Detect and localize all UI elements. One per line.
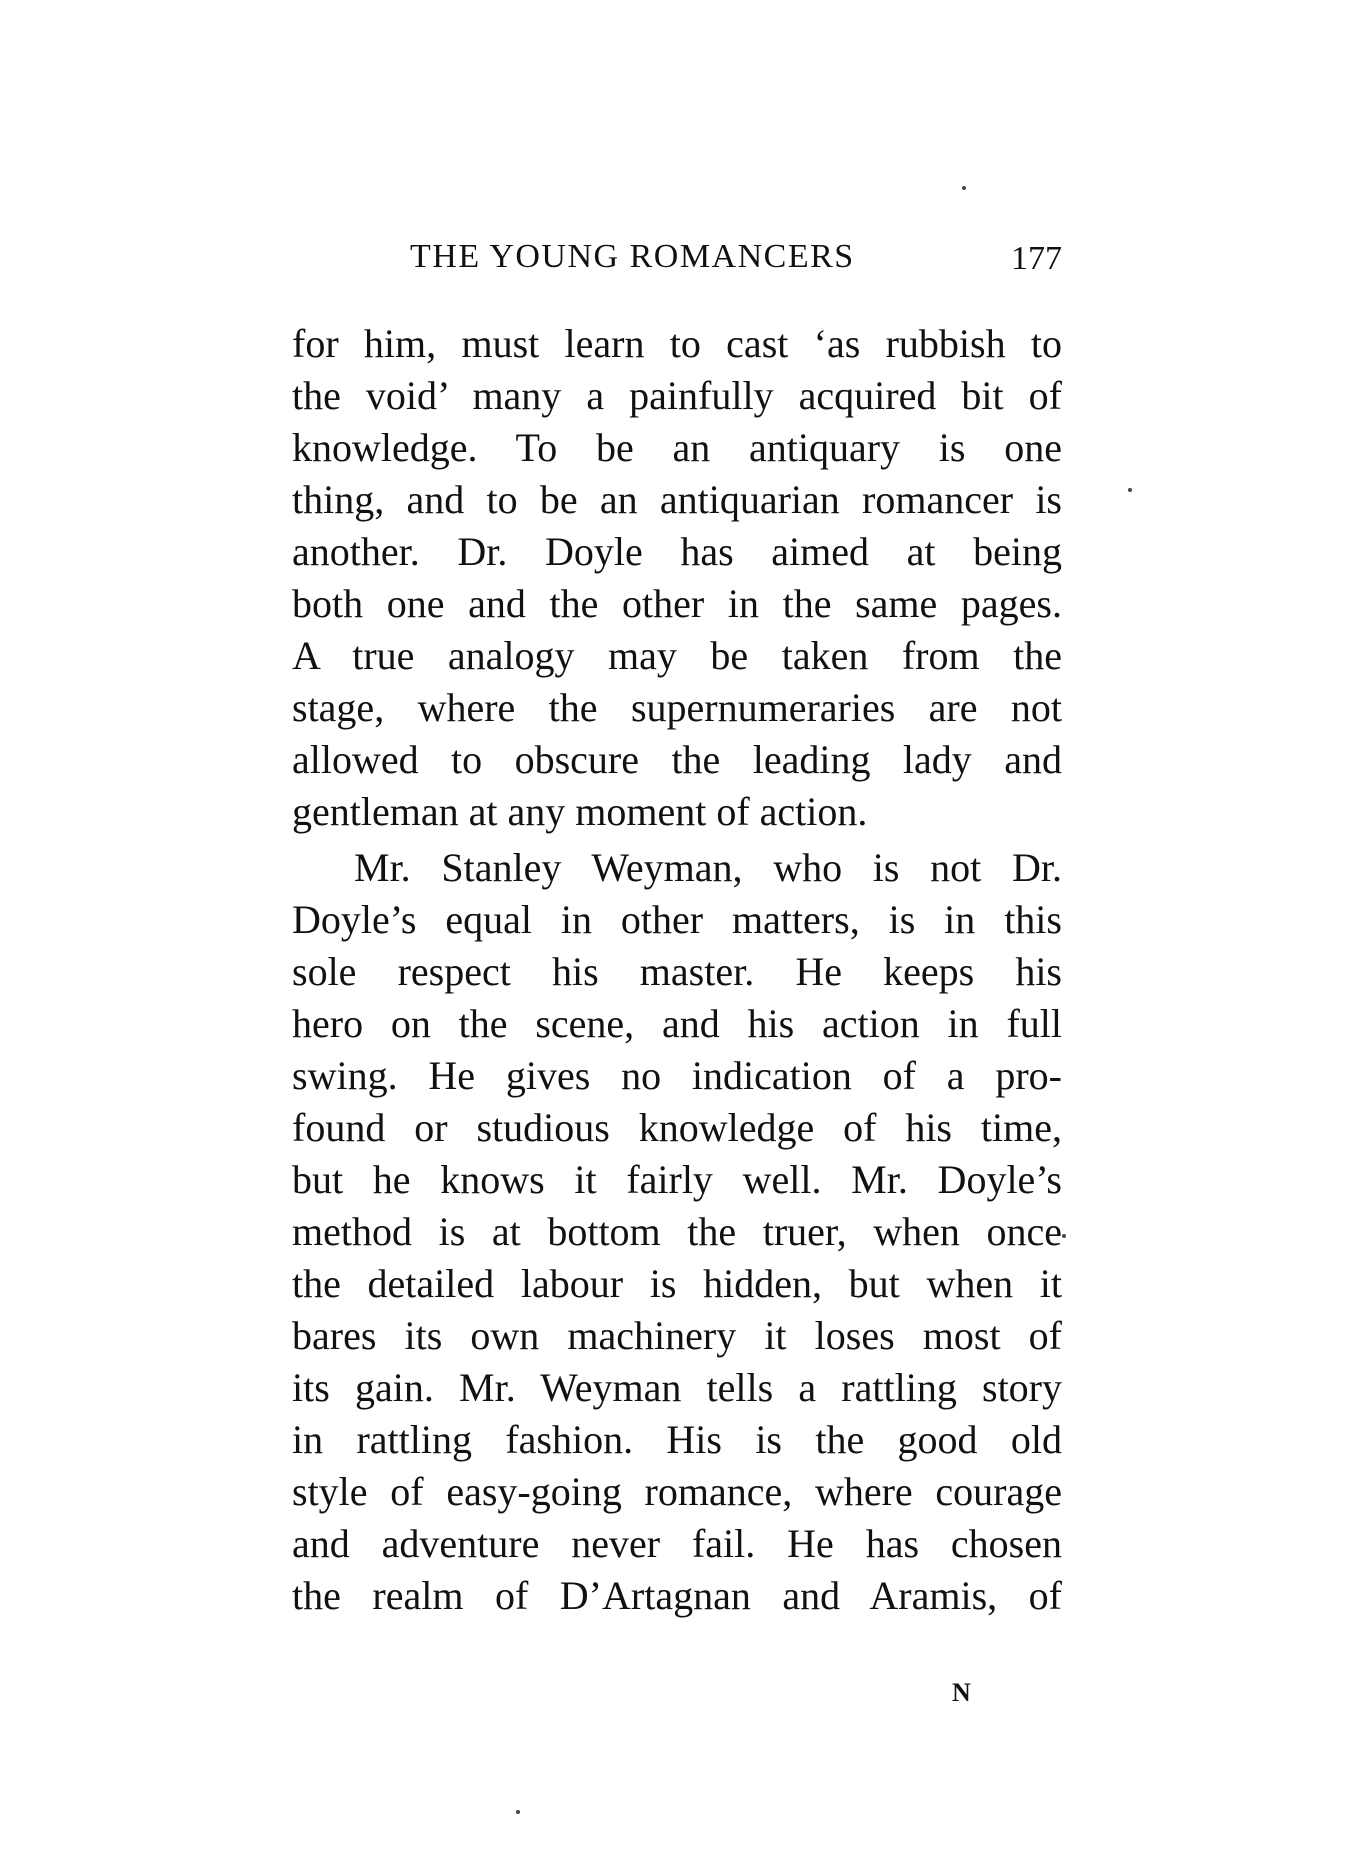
- text-line: the detailed labour is hidden, but when it: [292, 1261, 1062, 1306]
- running-head: [292, 238, 1062, 288]
- text-line: stage, where the supernumeraries are not: [292, 685, 1062, 730]
- text-line: allowed to obscure the leading lady and: [292, 737, 1062, 782]
- text-line: sole respect his master. He keeps his: [292, 949, 1062, 994]
- text-line: knowledge. To be an antiquary is one: [292, 425, 1062, 470]
- ink-speck: [1062, 1234, 1066, 1238]
- text-line: another. Dr. Doyle has aimed at being: [292, 529, 1062, 574]
- ink-speck: [1128, 488, 1132, 492]
- text-line: the realm of D’Artagnan and Aramis, of: [292, 1573, 1062, 1618]
- ink-speck: [962, 186, 966, 190]
- signature-mark: N: [952, 1678, 972, 1707]
- text-line: swing. He gives no indication of a pro-: [292, 1053, 1062, 1098]
- text-line: Mr. Stanley Weyman, who is not Dr.: [354, 845, 1062, 890]
- text-line: A true analogy may be taken from the: [292, 633, 1062, 678]
- body-text: [292, 318, 1062, 1622]
- text-line: and adventure never fail. He has chosen: [292, 1521, 1062, 1566]
- text-line: bares its own machinery it loses most of: [292, 1313, 1062, 1358]
- text-line: the void’ many a painfully acquired bit of: [292, 373, 1062, 418]
- text-line: found or studious knowledge of his time,: [292, 1105, 1062, 1150]
- text-line: both one and the other in the same pages.: [292, 581, 1062, 626]
- text-line: gentleman at any moment of action.: [292, 789, 868, 834]
- text-line: style of easy-going romance, where courage: [292, 1469, 1062, 1514]
- text-line: method is at bottom the truer, when once: [292, 1209, 1062, 1254]
- text-line: its gain. Mr. Weyman tells a rattling story: [292, 1365, 1062, 1410]
- page-number: 177: [1011, 240, 1062, 277]
- text-line: but he knows it fairly well. Mr. Doyle’s: [292, 1157, 1062, 1202]
- paragraph-1: [292, 318, 1062, 838]
- text-line: thing, and to be an antiquarian romancer is: [292, 477, 1062, 522]
- paragraph-2: [292, 842, 1062, 1622]
- text-line: for him, must learn to cast ‘as rubbish to: [292, 321, 1062, 366]
- text-line: in rattling fashion. His is the good old: [292, 1417, 1062, 1462]
- ink-speck: [516, 1810, 520, 1814]
- text-line: Doyle’s equal in other matters, is in this: [292, 897, 1062, 942]
- running-title: THE YOUNG ROMANCERS: [410, 238, 855, 275]
- text-line: hero on the scene, and his action in full: [292, 1001, 1062, 1046]
